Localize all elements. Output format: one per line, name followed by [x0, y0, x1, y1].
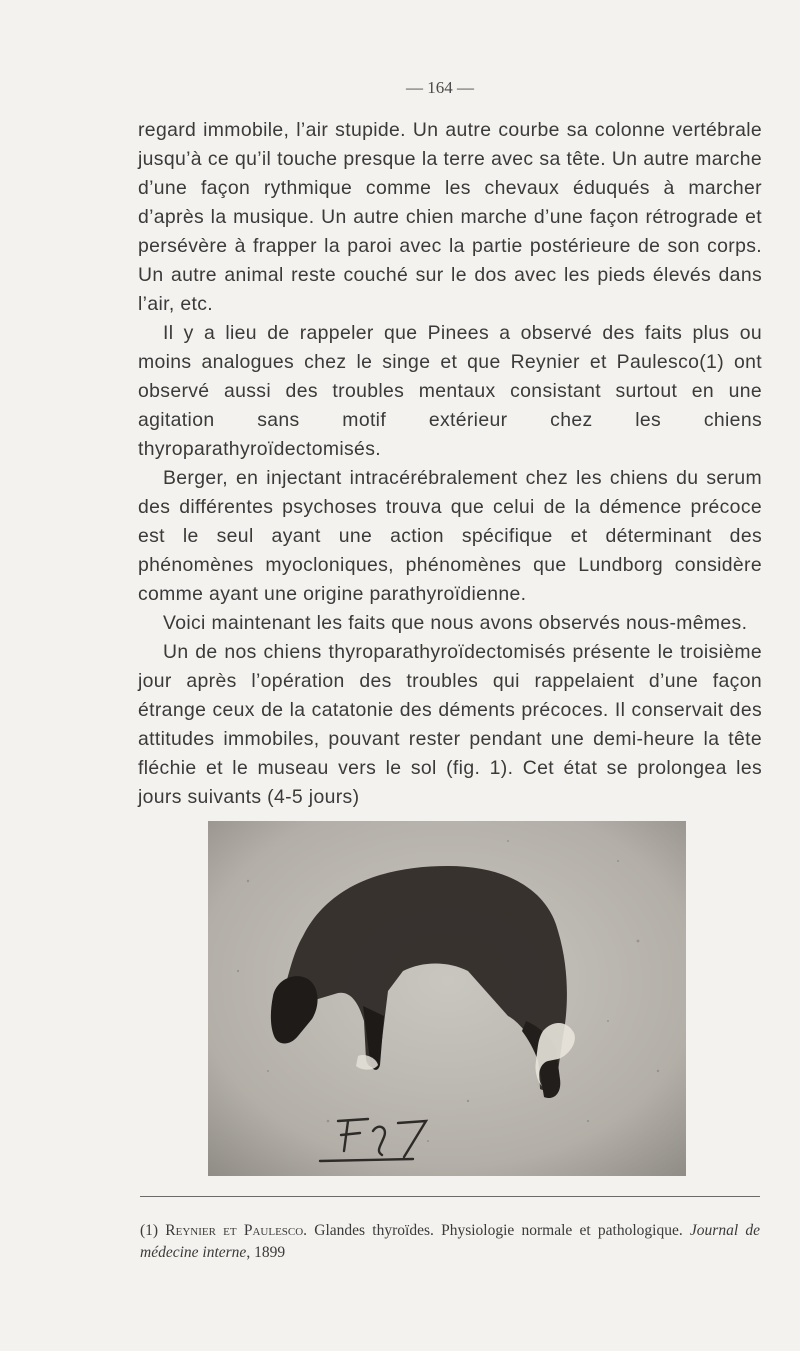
footnote-marker: (1) [140, 1222, 159, 1239]
footnote-title: Glandes thyroïdes. Physiologie normale et pathologique. [307, 1222, 690, 1239]
paragraph: Berger, en injectant intracérébralement chez les chiens du serum des différentes psychoses trouva que celui de la démence précoce est le seul ayant une action spécifique et déterminant des phénomènes myocloniques, phénomènes que Lundborg considère comme ayant une origine parathyroïdienne. [138, 467, 762, 605]
footnote-divider [140, 1196, 760, 1197]
dog-photograph [208, 821, 686, 1176]
footnote-authors: Reynier et Paulesco. [165, 1222, 308, 1239]
footnote-year: , 1899 [246, 1244, 286, 1261]
page-number: — 164 — [406, 78, 474, 97]
footnote [140, 1220, 760, 1264]
footnote-journal: Journal de médecine interne [140, 1222, 760, 1261]
paragraph: Voici maintenant les faits que nous avons observés nous-mêmes. [163, 612, 748, 634]
paragraph: Il y a lieu de rappeler que Pinees a observé des faits plus ou moins analogues chez le singe et que Reynier et Paulesco(1) ont observé aussi des troubles mentaux consistant surtout en une agitation sans motif extérieur chez les chiens thyroparathyroïdectomisés. [138, 322, 762, 460]
body-text [138, 116, 762, 812]
paragraph: regard immobile, l’air stupide. Un autre courbe sa colonne vertébrale jusqu’à ce qu’il touche presque la terre avec sa tête. Un autre marche d’une façon rythmique comme les chevaux éduqués à marcher d’après la musique. Un autre chien marche d’une façon rétrograde et persévère à frapper la paroi avec la partie postérieure de son corps. Un autre animal reste couché sur le dos avec les pieds élevés dans l’air, etc. [138, 119, 762, 315]
paragraph: Un de nos chiens thyroparathyroïdectomisés présente le troisième jour après l’opération des troubles qui rappelaient d’une façon étrange ceux de la catatonie des déments précoces. Il conservait des attitudes immobiles, pouvant rester pendant une demi-heure la tête fléchie et le museau vers le sol (fig. 1). Cet état se prolongea les jours suivants (4-5 jours) [138, 641, 762, 808]
